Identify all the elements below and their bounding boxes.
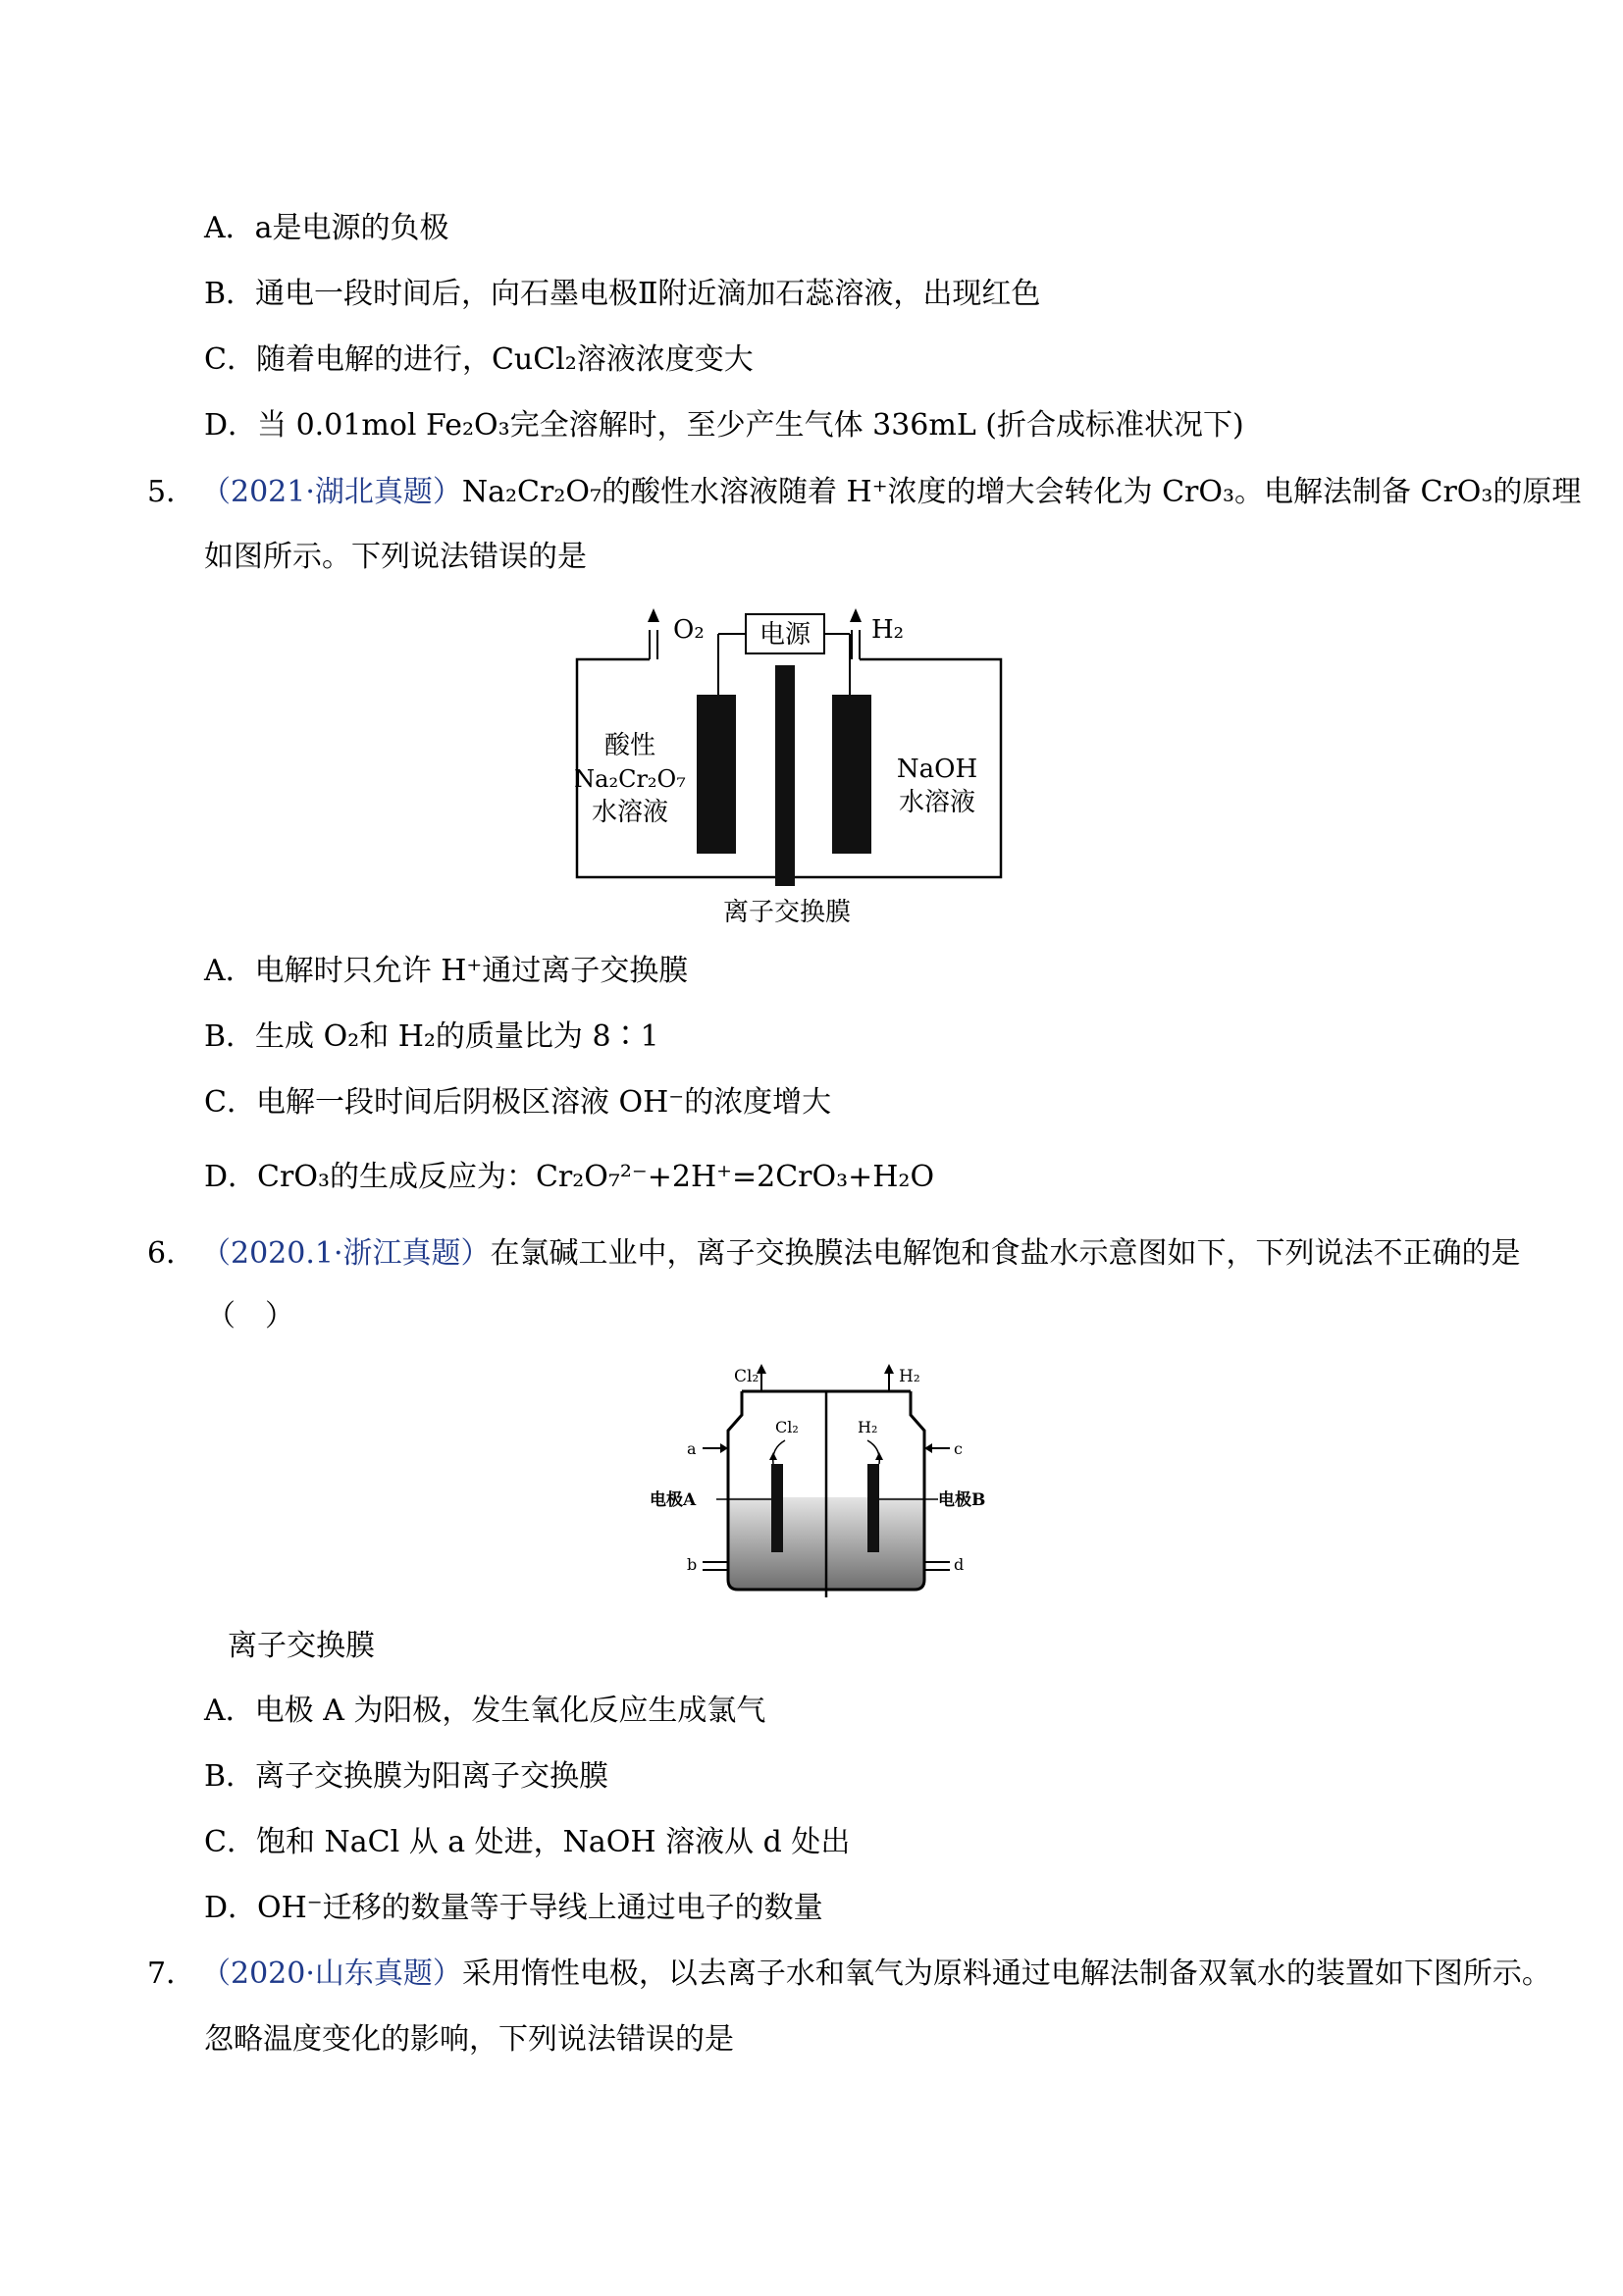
h2-arrow	[850, 608, 862, 622]
q4-option-c: C．随着电解的进行，CuCl₂溶液浓度变大	[204, 342, 754, 377]
q6-option-b: B．离子交换膜为阳离子交换膜	[204, 1759, 609, 1794]
o2-arrow	[648, 608, 659, 622]
right-solution-line2: 水溶液	[898, 788, 976, 817]
q7-stem-line1: 采用惰性电极，以去离子水和氧气为原料通过电解法制备双氧水的装置如下图所示。	[461, 1957, 1551, 1991]
q5-option-a: A．电解时只允许 H⁺通过离子交换膜	[204, 954, 689, 988]
q6-stem	[201, 1234, 1521, 1274]
h2-curve	[867, 1440, 879, 1464]
q4-option-d: D．当 0.01mol Fe₂O₃完全溶解时，至少产生气体 336mL (折合成标准状况下)	[204, 408, 1244, 443]
h2-inner-label: H₂	[858, 1418, 878, 1436]
q6-option-c: C．饱和 NaCl 从 a 处进，NaOH 溶液从 d 处出	[204, 1825, 851, 1859]
q6-source: （2020.1·浙江真题）	[201, 1236, 491, 1271]
q6-number: 6．	[147, 1236, 196, 1271]
q5-stem-line2: 如图所示。下列说法错误的是	[204, 540, 587, 574]
left-solution-line2: Na₂Cr₂O₇	[574, 765, 686, 793]
port-d-label: d	[954, 1555, 965, 1574]
q6-option-a: A．电极 A 为阳极，发生氧化反应生成氯气	[204, 1694, 766, 1728]
q7-stem	[201, 1955, 1551, 1994]
electrode-b-label: 电极B	[938, 1490, 986, 1510]
q6-membrane-caption: 离子交换膜	[228, 1629, 375, 1663]
q5-option-c: C．电解一段时间后阴极区溶液 OH⁻的浓度增大	[204, 1085, 832, 1120]
ion-exchange-membrane	[775, 665, 795, 886]
h2-outlet-arrow	[884, 1364, 894, 1374]
cl2-inner-label: Cl₂	[775, 1418, 799, 1436]
port-b-label: b	[687, 1555, 698, 1574]
q5-electrolysis-diagram	[569, 600, 1011, 934]
cl2-top-label: Cl₂	[734, 1367, 759, 1386]
electrode-a-plate	[771, 1464, 783, 1552]
q6-stem-line1: 在氯碱工业中，离子交换膜法电解饱和食盐水示意图如下，下列说法不正确的是	[490, 1236, 1521, 1271]
port-a-label: a	[687, 1439, 697, 1458]
left-electrode	[697, 695, 736, 854]
q4-option-a: A．a是电源的负极	[204, 211, 449, 245]
q5-stem-line1: Na₂Cr₂O₇的酸性水溶液随着 H⁺浓度的增大会转化为 CrO₃。电解法制备 CrO₃的原理	[461, 475, 1582, 509]
cl2-curve	[773, 1440, 785, 1464]
h2-curve-head	[875, 1452, 883, 1460]
right-solution-line1: NaOH	[896, 755, 978, 784]
q5-option-d: D．CrO₃的生成反应为：Cr₂O₇²⁻+2H⁺=2CrO₃+H₂O	[204, 1160, 935, 1194]
port-c-label: c	[954, 1439, 963, 1458]
right-electrode	[832, 695, 871, 854]
h2-top-label: H₂	[899, 1367, 920, 1386]
electrode-b-plate	[867, 1464, 879, 1552]
power-supply-label: 电源	[759, 620, 812, 650]
left-solution-line3: 水溶液	[591, 798, 669, 827]
q4-option-b: B．通电一段时间后，向石墨电极Ⅱ附近滴加石蕊溶液，出现红色	[204, 277, 1041, 311]
q7-stem-line2: 忽略温度变化的影响，下列说法错误的是	[204, 2022, 734, 2057]
electrode-a-label: 电极A	[650, 1490, 697, 1510]
q6-option-d: D．OH⁻迁移的数量等于导线上通过电子的数量	[204, 1891, 823, 1925]
q6-chlor-alkali-diagram	[648, 1362, 1001, 1597]
q7-source: （2020·山东真题）	[201, 1957, 462, 1991]
h2-label: H₂	[871, 615, 905, 645]
o2-label: O₂	[673, 615, 705, 645]
q7-number: 7．	[147, 1957, 196, 1991]
q5-stem	[201, 473, 1581, 512]
cl2-curve-head	[769, 1452, 777, 1460]
q6-blank: （ ）	[206, 1299, 294, 1333]
q5-number: 5．	[147, 475, 196, 509]
q5-option-b: B．生成 O₂和 H₂的质量比为 8∶1	[204, 1019, 659, 1054]
q5-source: （2021·湖北真题）	[201, 475, 462, 509]
membrane-label: 离子交换膜	[722, 898, 852, 927]
left-solution-line1: 酸性	[603, 731, 656, 760]
